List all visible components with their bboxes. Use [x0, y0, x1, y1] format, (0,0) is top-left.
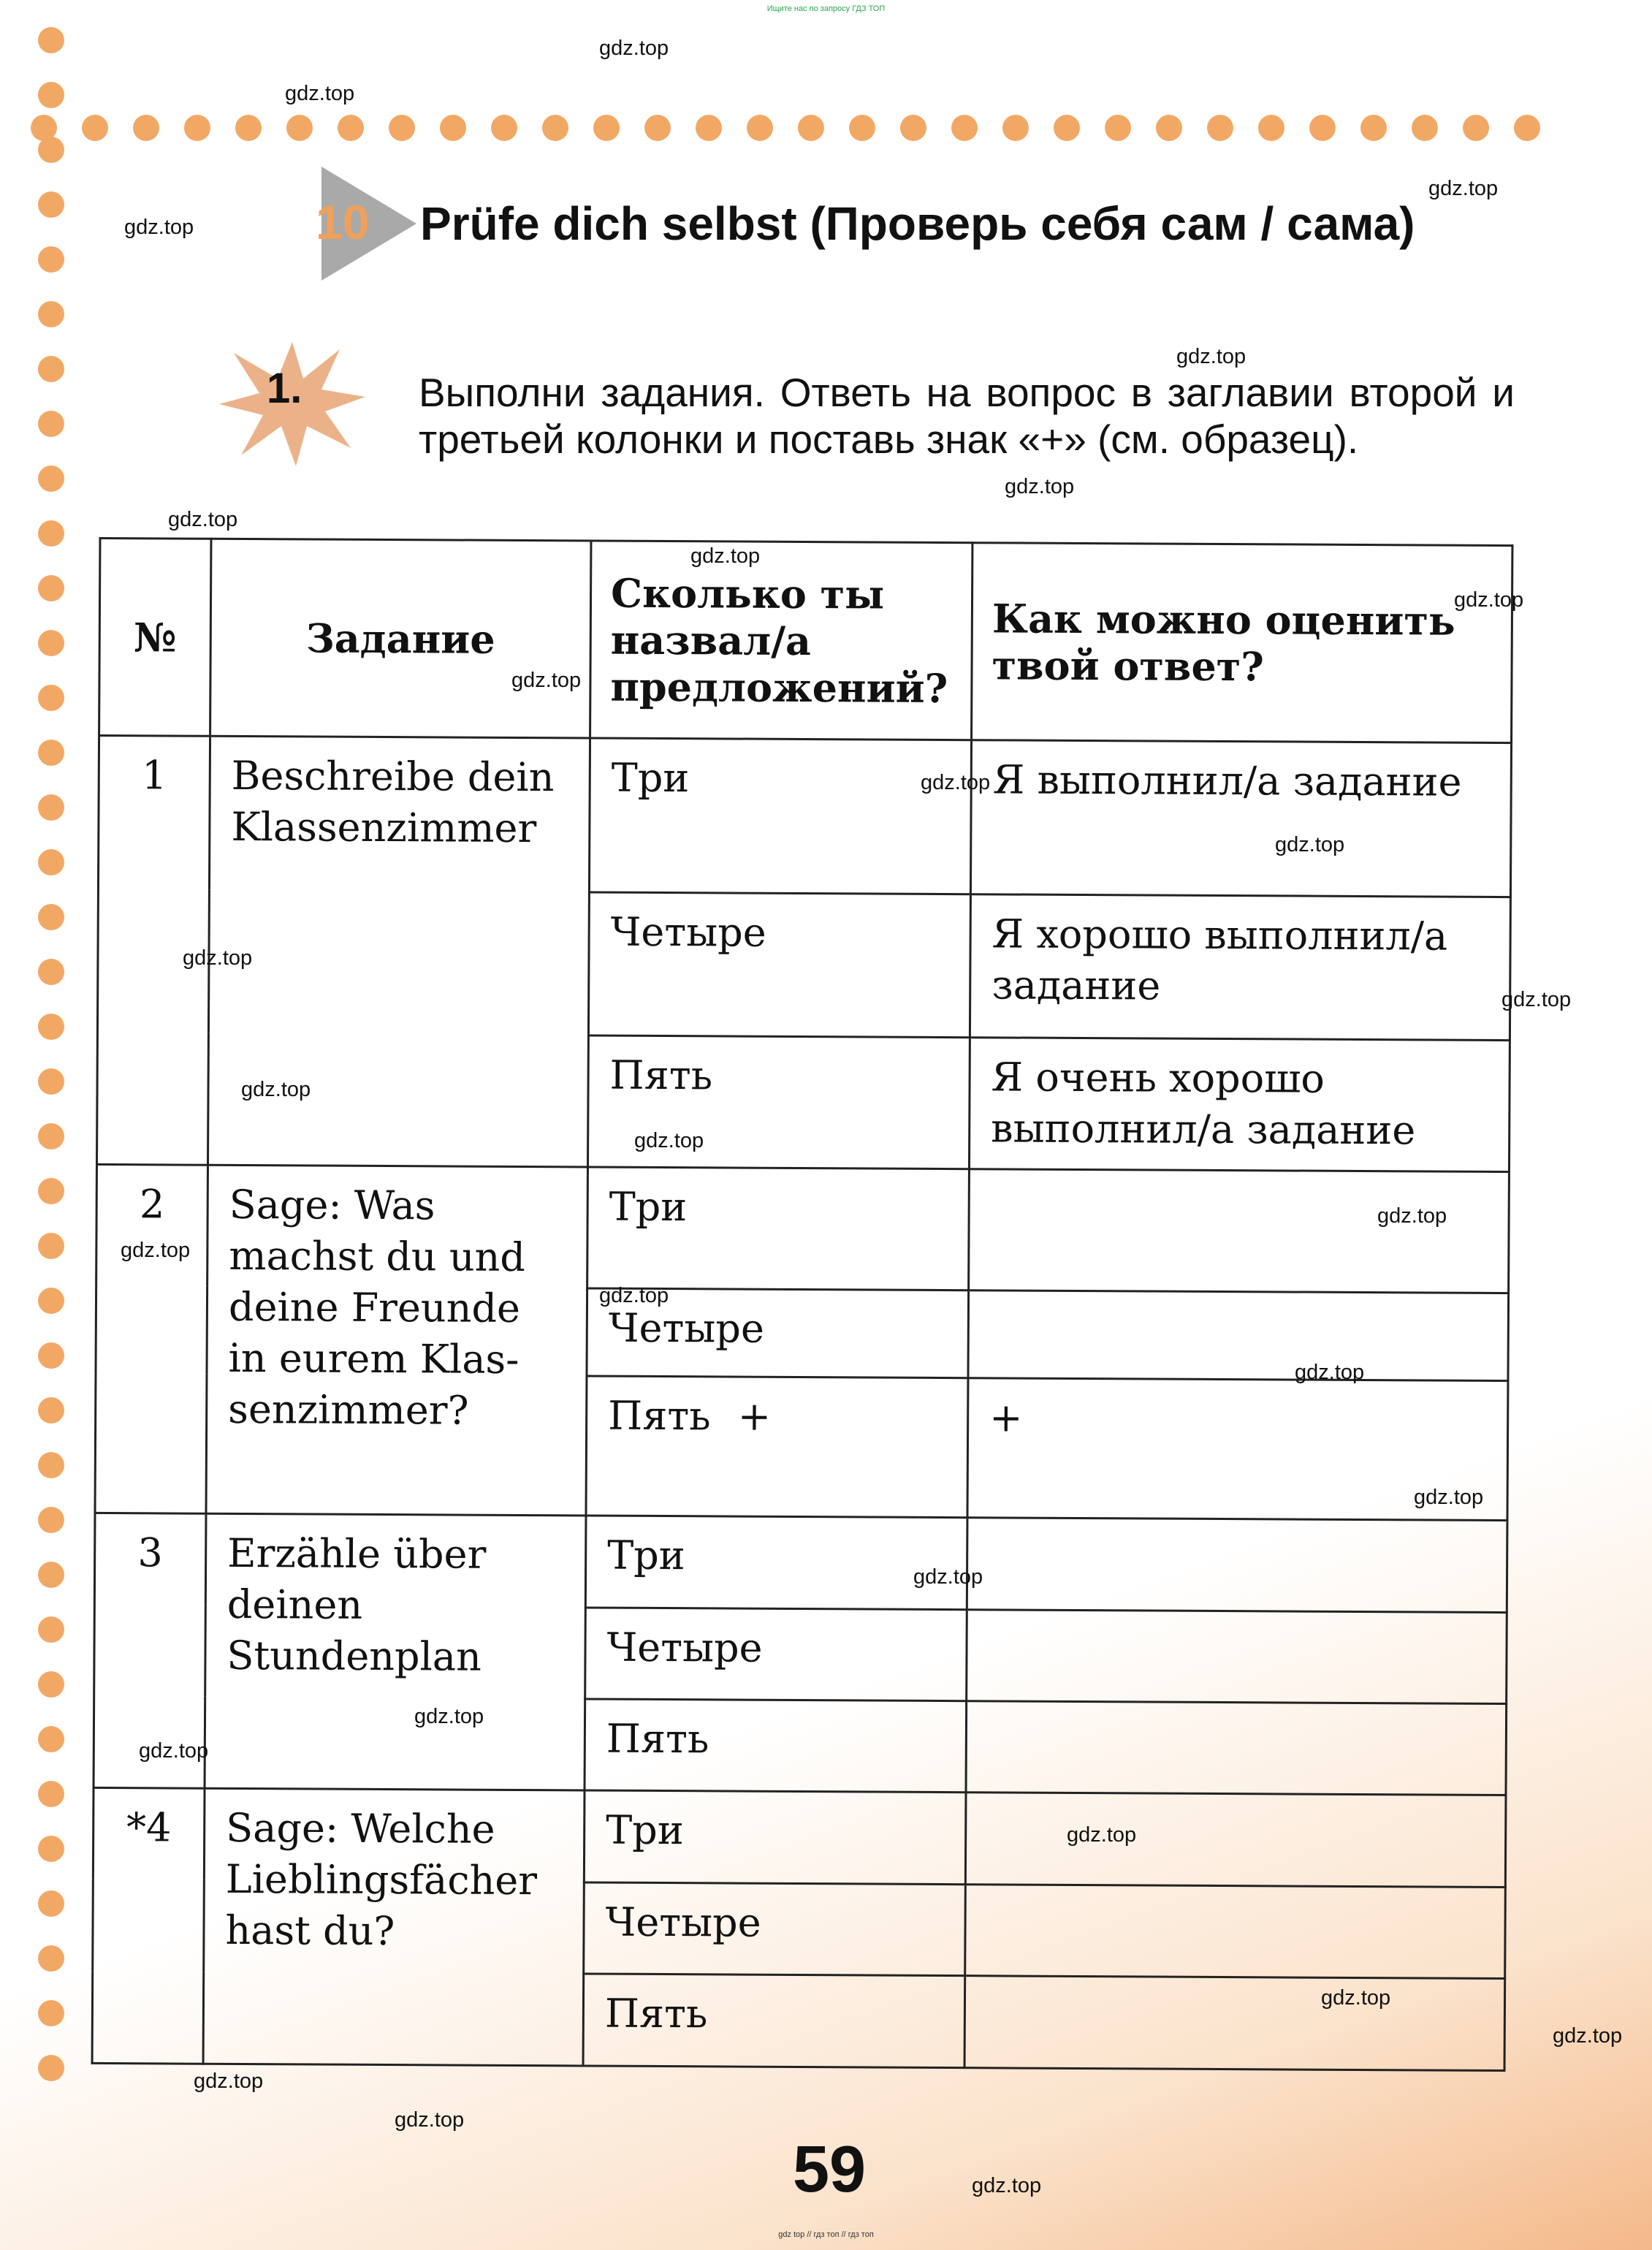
header-number: №: [99, 538, 211, 736]
answer-cell[interactable]: Три: [584, 1790, 966, 1884]
watermark-text: gdz.top: [124, 216, 194, 239]
decorative-dot: [1002, 115, 1029, 141]
watermark-text: gdz.top: [1295, 1361, 1365, 1384]
decorative-dot: [82, 115, 108, 141]
grade-cell[interactable]: [965, 1885, 1506, 1979]
decorative-dot: [38, 246, 64, 273]
decorative-dot: [491, 115, 517, 141]
decorative-dot: [389, 115, 415, 141]
decorative-dot: [38, 1397, 64, 1424]
decorative-dot: [849, 115, 875, 141]
grade-cell[interactable]: Я очень хорошо выполнил/а задание: [969, 1037, 1510, 1172]
decorative-dot: [38, 575, 64, 601]
grade-cell[interactable]: Я хорошо выполнил/а задание: [970, 894, 1510, 1040]
decorative-dot: [38, 959, 64, 985]
decorative-dot: [38, 2000, 64, 2026]
decorative-dot: [38, 1342, 64, 1369]
decorative-dot: [38, 1616, 64, 1643]
decorative-dot: [38, 2055, 64, 2081]
task-text: Sage: Was machst du und deine Freunde in eurem Klas-senzimmer?: [206, 1165, 587, 1516]
grade-cell[interactable]: [968, 1291, 1509, 1381]
decorative-dot: [1054, 115, 1080, 141]
watermark-text: gdz.top: [121, 1239, 191, 1262]
watermark-text: gdz.top: [1414, 1486, 1484, 1509]
decorative-dot: [38, 465, 64, 492]
decorative-dot: [38, 1562, 64, 1588]
row-number: *4: [92, 1788, 205, 2064]
grade-cell[interactable]: [965, 1793, 1506, 1887]
watermark-text: gdz.top: [599, 37, 669, 60]
watermark-text: gdz.top: [139, 1739, 209, 1763]
decorative-dot: [38, 740, 64, 766]
watermark-text: gdz.top: [1321, 1986, 1391, 2010]
decorative-dot: [542, 115, 568, 141]
decorative-dot: [38, 1507, 64, 1533]
answer-cell[interactable]: [586, 1376, 968, 1517]
decorative-dot: [798, 115, 824, 141]
bottom-note: gdz top // гдз топ // гдз топ: [778, 2230, 874, 2239]
decorative-dot: [38, 82, 64, 108]
decorative-dot: [338, 115, 364, 141]
watermark-text: gdz.top: [1454, 588, 1524, 612]
row-number: 1: [96, 735, 210, 1165]
decorative-dot: [38, 630, 64, 656]
decorative-dot: [38, 1068, 64, 1095]
decorative-dot: [38, 849, 64, 875]
decorative-dot: [38, 1288, 64, 1314]
watermark-text: gdz.top: [1005, 475, 1075, 498]
watermark-text: gdz.top: [921, 771, 991, 794]
decorative-dot: [38, 1178, 64, 1204]
self-check-table: [91, 537, 1514, 2072]
grade-cell[interactable]: +: [967, 1378, 1508, 1521]
grade-cell[interactable]: [967, 1609, 1507, 1703]
decorative-dot: [38, 1945, 64, 1972]
task-instruction: Выполни задания. Ответь на вопрос в заглавии второй и третьей колонки и поставь знак «+» (см. образец).: [419, 370, 1515, 462]
decorative-dot: [286, 115, 313, 141]
decorative-dot: [38, 191, 64, 218]
watermark-text: gdz.top: [913, 1565, 983, 1589]
decorative-dot: [38, 301, 64, 327]
decorative-dot: [900, 115, 926, 141]
watermark-text: gdz.top: [634, 1129, 704, 1152]
watermark-text: gdz.top: [1176, 345, 1246, 368]
watermark-text: gdz.top: [511, 669, 582, 692]
grade-cell[interactable]: [967, 1518, 1507, 1612]
watermark-text: gdz.top: [690, 544, 761, 568]
watermark-text: gdz.top: [168, 508, 238, 531]
task-text: Sage: Welche Lieblingsfächer hast du?: [203, 1789, 585, 2066]
top-note: Ищите нас по запросу ГДЗ ТОП: [766, 4, 886, 13]
decorative-dot: [1309, 115, 1336, 141]
watermark-text: gdz.top: [972, 2174, 1042, 2197]
answer-cell[interactable]: Три: [585, 1516, 967, 1609]
decorative-dot: [38, 1890, 64, 1917]
page-number: 59: [793, 2133, 867, 2206]
decorative-dot: [38, 1726, 64, 1752]
watermark-text: gdz.top: [1553, 2024, 1623, 2048]
decorative-dot: [38, 411, 64, 437]
decorative-dot: [38, 27, 64, 53]
decorative-dot: [1463, 115, 1489, 141]
answer-cell[interactable]: Пять: [587, 1035, 970, 1169]
header-task: Задание: [210, 539, 591, 738]
decorative-dot: [1514, 115, 1540, 141]
decorative-dot: [1412, 115, 1438, 141]
answer-cell[interactable]: Четыре: [584, 1882, 966, 1976]
decorative-dot: [38, 1836, 64, 1862]
watermark-text: gdz.top: [1501, 988, 1572, 1011]
answer-cell[interactable]: Пять: [583, 1974, 965, 2067]
decorative-dot: [644, 115, 671, 141]
decorative-dot: [184, 115, 210, 141]
decorative-dot: [440, 115, 466, 141]
watermark-text: gdz.top: [395, 2108, 465, 2132]
answer-label: Пять: [608, 1392, 711, 1440]
answer-cell[interactable]: Четыре: [588, 892, 970, 1037]
watermark-text: gdz.top: [194, 2070, 264, 2093]
answer-cell[interactable]: Три: [587, 1167, 970, 1290]
decorative-dot: [38, 1123, 64, 1149]
section-number: 10: [316, 195, 370, 249]
decorative-dot: [1258, 115, 1284, 141]
decorative-dot: [235, 115, 262, 141]
row-number: 3: [94, 1513, 206, 1788]
page-heading: Prüfe dich selbst (Проверь себя сам / сама): [420, 197, 1415, 250]
grade-cell[interactable]: [964, 1976, 1505, 2070]
watermark-text: gdz.top: [285, 82, 355, 105]
decorative-dot: [951, 115, 978, 141]
decorative-dot: [38, 1233, 64, 1259]
watermark-text: gdz.top: [241, 1078, 311, 1101]
decorative-dot: [1105, 115, 1131, 141]
watermark-text: gdz.top: [1275, 833, 1345, 856]
answer-cell[interactable]: Три: [589, 738, 971, 894]
task-number: 1.: [267, 365, 302, 412]
decorative-dot: [38, 137, 64, 163]
decorative-dot: [1360, 115, 1387, 141]
decorative-dot: [38, 520, 64, 547]
decorative-dot: [1156, 115, 1182, 141]
decorative-dot: [38, 904, 64, 930]
watermark-text: gdz.top: [183, 946, 253, 970]
answer-cell[interactable]: Четыре: [585, 1607, 967, 1700]
decorative-dot: [1207, 115, 1233, 141]
grade-cell[interactable]: Я выполнил/а задание: [970, 740, 1511, 897]
answer-cell[interactable]: Пять: [585, 1699, 967, 1793]
decorative-dot: [133, 115, 159, 141]
grade-cell[interactable]: [969, 1169, 1510, 1293]
decorative-dot: [593, 115, 620, 141]
watermark-text: gdz.top: [599, 1284, 669, 1307]
decorative-dot: [38, 356, 64, 382]
task-text: Beschreibe dein Klassenzimmer: [208, 736, 590, 1167]
decorative-dot: [38, 1781, 64, 1807]
decorative-dot: [38, 1014, 64, 1040]
task-text: Erzähle über deinen Stundenplan: [205, 1513, 586, 1790]
plus-mark: +: [737, 1393, 772, 1440]
decorative-dot: [38, 1452, 64, 1478]
decorative-dot: [38, 794, 64, 821]
watermark-text: gdz.top: [1377, 1204, 1447, 1228]
decorative-dot: [38, 685, 64, 711]
decorative-dot: [38, 1671, 64, 1698]
answer-cell[interactable]: Четыре: [587, 1288, 969, 1378]
watermark-text: gdz.top: [414, 1705, 484, 1728]
grade-cell[interactable]: [966, 1701, 1507, 1795]
header-sentence-count: Сколько ты назвал/а предложений?: [590, 541, 972, 740]
watermark-text: gdz.top: [1428, 177, 1499, 200]
row-number: 2: [95, 1165, 208, 1514]
decorative-dot: [696, 115, 722, 141]
header-grade: Как можно оценить твой ответ?: [972, 543, 1512, 743]
decorative-dot: [747, 115, 773, 141]
watermark-text: gdz.top: [1067, 1823, 1137, 1847]
